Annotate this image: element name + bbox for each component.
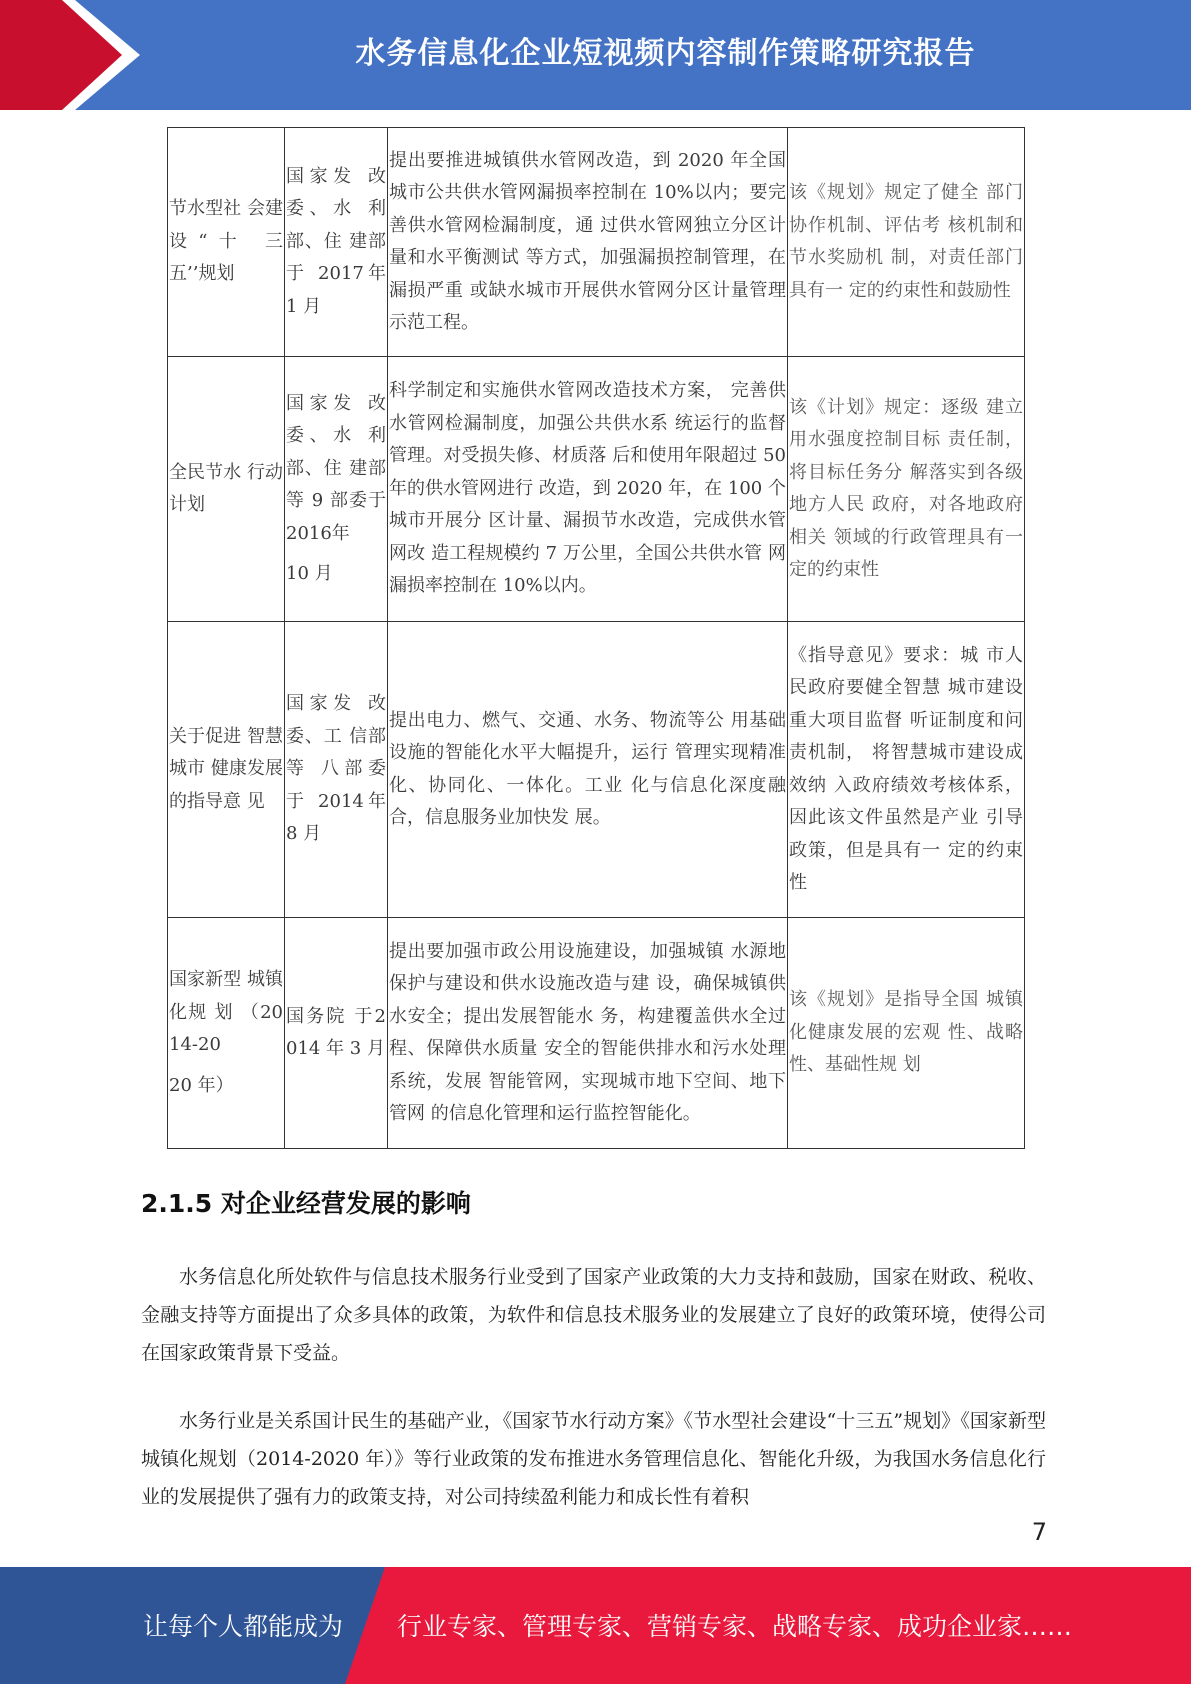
policy-name-cell: 全民节水 行动计划 [168,357,285,622]
policy-name-cell: 节水型社 会建设“十 三五’’规划 [168,128,285,357]
policy-name-cell: 关于促进 智慧城市 健康发展 的指导意 见 [168,622,285,918]
policy-content-cell: 提出要加强市政公用设施建设，加强城镇 水源地保护与建设和供水设施改造与建 设，确保城镇供水安全；提出发展智能水 务，构建覆盖供水全过程、保障供水质量 安全的智能供排水和污水处理系统，发展 智能管网，实现城市地下空间、地下管网 的信息化管理和运行监控智能化。 [388,918,788,1149]
footer-slogan-right: 行业专家、管理专家、营销专家、战略专家、成功企业家…… [397,1612,1073,1641]
header-arrow-decoration [0,0,140,110]
report-title: 水务信息化企业短视频内容制作策略研究报告 [355,36,976,71]
table-row [168,128,1025,357]
policy-name-cell [168,918,285,1149]
policy-content-cell: 科学制定和实施供水管网改造技术方案， 完善供水管网检漏制度，加强公共供水系 统运行的监督管理。对受损失修、材质落 后和使用年限超过 50 年的供水管网进行 改造，到 2020 年，在 100 个城市开展分 区计量、漏损节水改造，完成供水管网改 造工程规模约 7 万公里，全国公共供水管 网漏损率控制在 10%以内。 [388,357,788,622]
policy-issuer-cell [285,357,388,622]
footer-slogan-left: 让每个人都能成为 [143,1612,344,1641]
policy-effect-cell: 《指导意见》要求：城 市人民政府要健全智慧 城市建设重大项目监督 听证制度和问责机制， 将智慧城市建设成效纳 入政府绩效考核体系， 因此该文件虽然是产业 引导政策，但是具有一 定的约束性 [788,622,1025,918]
body-paragraph: 水务行业是关系国计民生的基础产业，《国家节水行动方案》《节水型社会建设“十三五”规划》《国家新型城镇化规划（2014-2020 年）》等行业政策的发布推进水务管理信息化、智能化升级，为我国水务信息化行业的发展提供了强有力的政策支持，对公司持续盈利能力和成长性有着积 [141,1410,1046,1508]
policy-effect-cell: 该《规划》是指导全国 城镇化健康发展的宏观 性、战略性、基础性规 划 [788,918,1025,1149]
policy-content-cell: 提出电力、燃气、交通、水务、物流等公 用基础设施的智能化水平大幅提升，运行 管理实现精准化、协同化、一体化。工业 化与信息化深度融合，信息服务业加快发 展。 [388,622,788,918]
page-footer [0,1567,1191,1684]
page-header [0,0,1191,110]
policy-table [167,127,1025,1149]
table-row [168,622,1025,918]
table-row [168,918,1025,1149]
policy-issuer-cell: 国家发 改委、工 信部等 八部委 于 2014年 8 月 [285,622,388,918]
policy-issuer-cell: 国家发 改委、水 利部、住 建部于 2017年 1 月 [285,128,388,357]
policy-issuer-cell: 国务院 于2014 年 3 月 [285,918,388,1149]
body-paragraph: 水务信息化所处软件与信息技术服务行业受到了国家产业政策的大力支持和鼓励，国家在财政、税收、金融支持等方面提出了众多具体的政策，为软件和信息技术服务业的发展建立了良好的政策环境，使得公司在国家政策背景下受益。 [141,1266,1046,1364]
page-number: 7 [1031,1518,1047,1546]
policy-name-text: 国家新型 城镇化规 划 （2014-20 [169,969,283,1055]
table-row [168,357,1025,622]
policy-name-years: 20 年） [169,1074,234,1096]
section-heading: 2.1.5 对企业经营发展的影响 [141,1189,471,1218]
policy-effect-cell: 该《规划》规定了健全 部门协作机制、评估考 核机制和节水奖励机 制，对责任部门具有一 定的约束性和鼓励性 [788,128,1025,357]
policy-issuer-month: 10 月 [286,563,333,584]
policy-issuer-text: 国家发 改委、水 利部、住 建部等 9 部委于 2016年 [286,392,386,544]
policy-effect-cell: 该《计划》规定：逐级 建立用水强度控制目标 责任制，将目标任务分 解落实到各级地方人民 政府，对各地政府相关 领域的行政管理具有一 定的约束性 [788,357,1025,622]
policy-content-cell: 提出要推进城镇供水管网改造，到 2020 年全国城市公共供水管网漏损率控制在 10%以内；要完善供水管网检漏制度，通 过供水管网独立分区计量和水平衡测试 等方式，加强漏损控制管理，在漏损严重 或缺水城市开展供水管网分区计量管理 示范工程。 [388,128,788,357]
